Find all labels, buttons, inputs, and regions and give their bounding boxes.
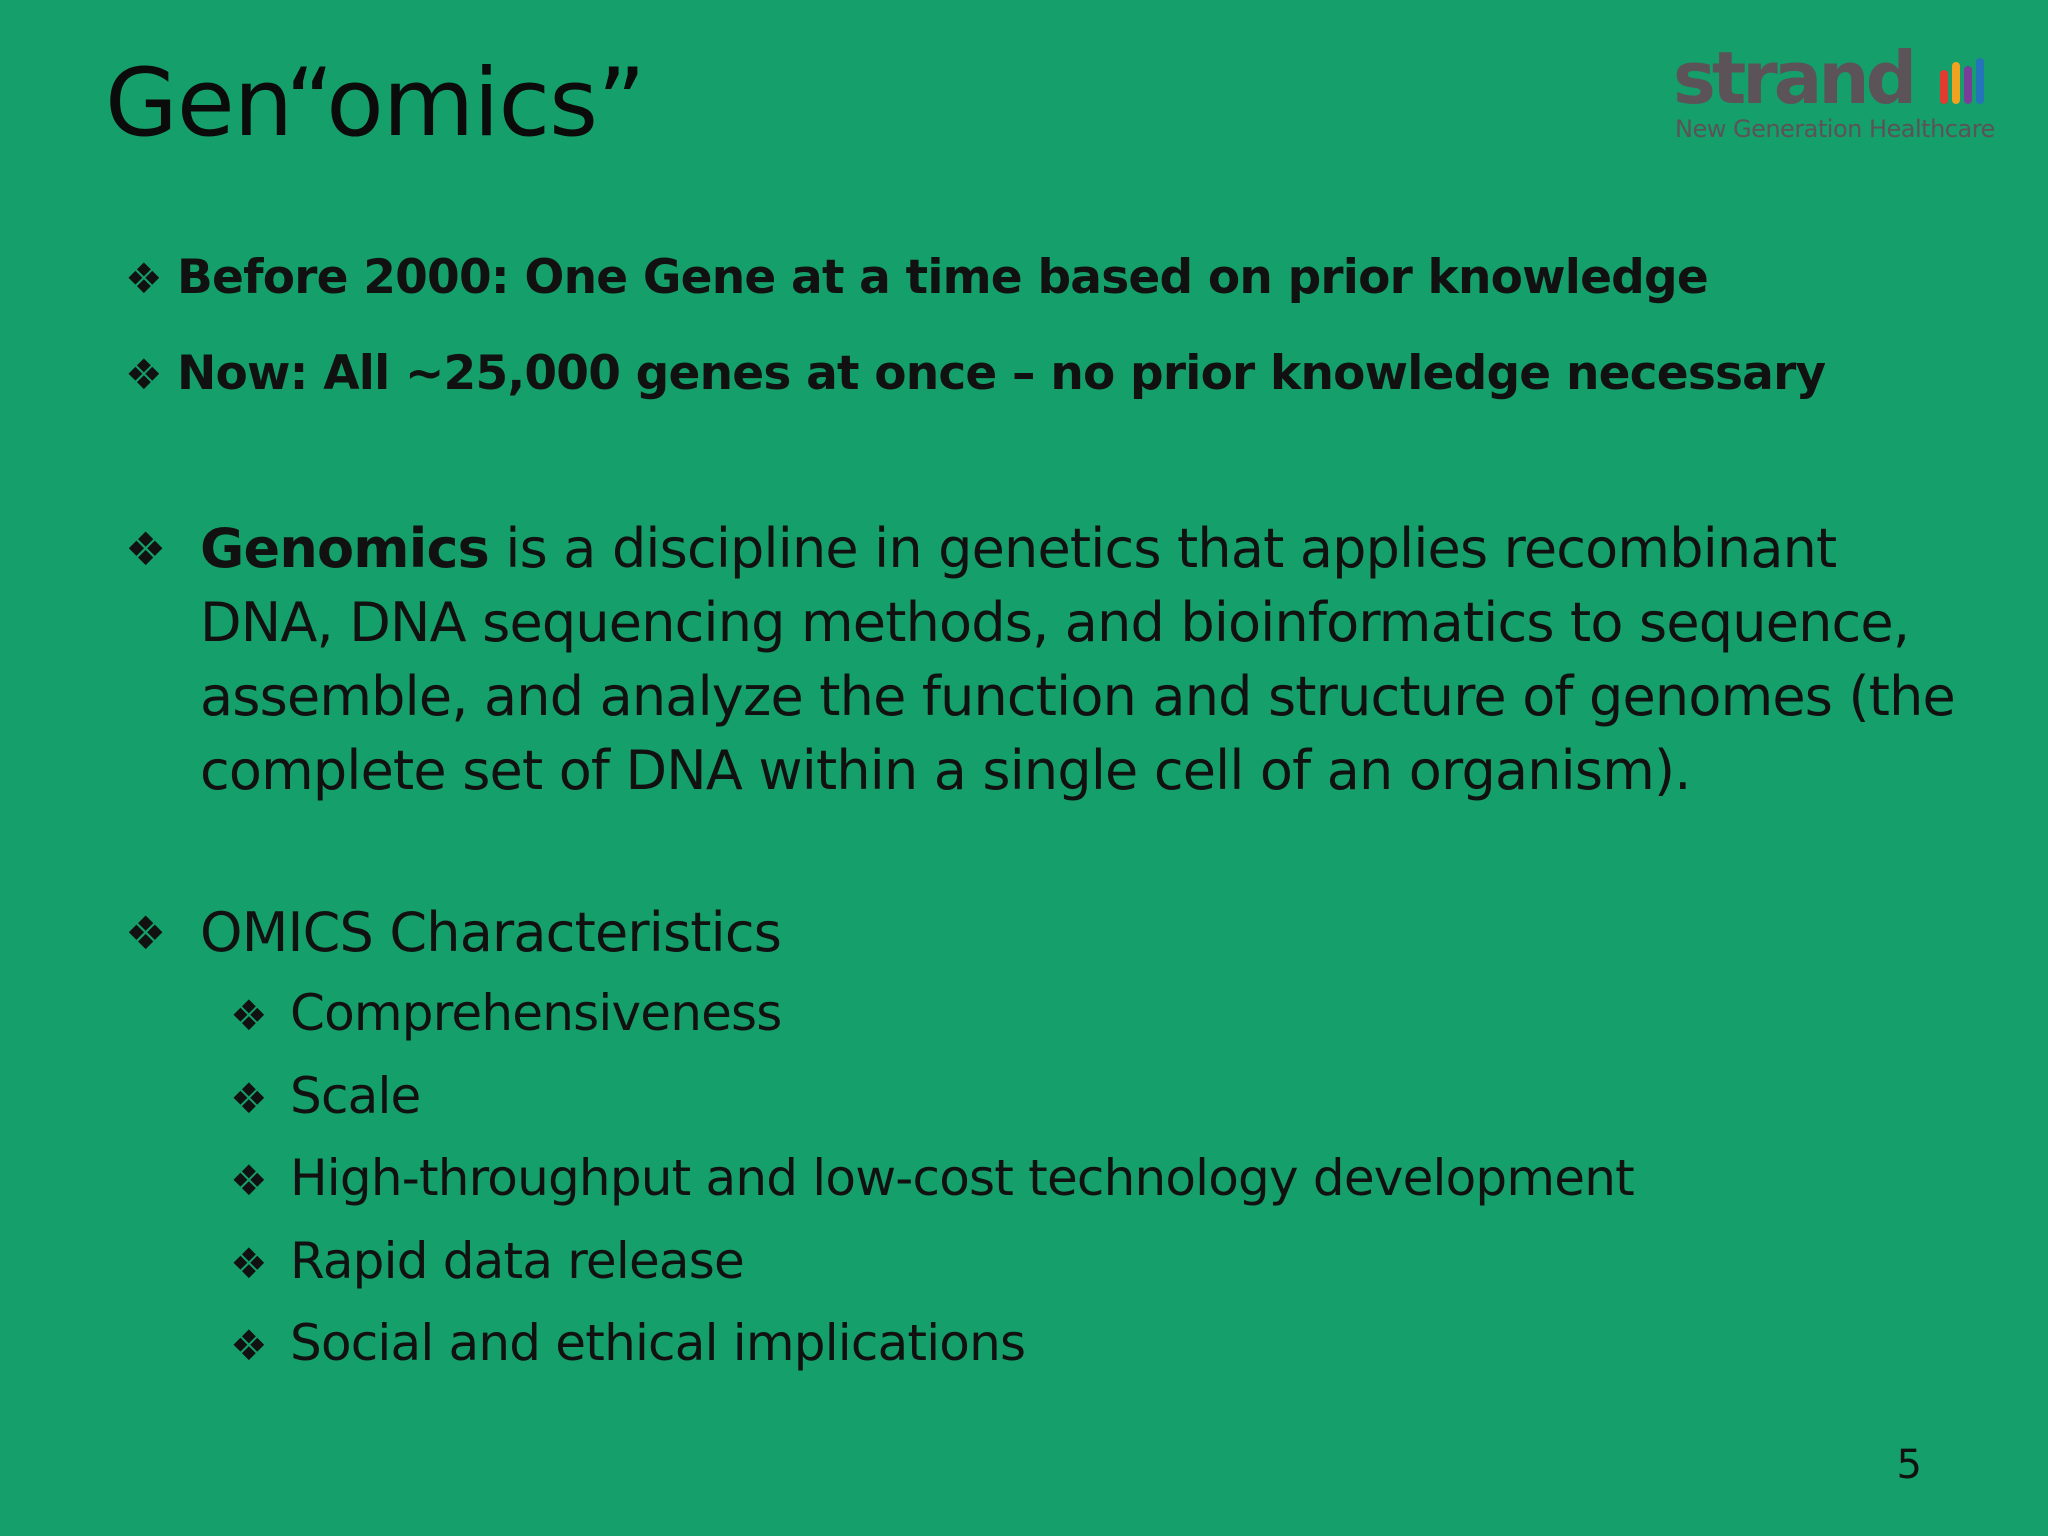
logo-bar-blue [1976,58,1984,104]
list-item [230,1067,1634,1150]
list-item [230,1149,1634,1232]
list-item [230,1314,1634,1397]
diamond-bullet-icon: ❖ [230,1321,267,1370]
diamond-bullet-icon: ❖ [125,254,162,303]
genomics-definition-text [200,512,1985,808]
bullet-text: Before 2000: One Gene at a time based on prior knowledge [177,250,1708,305]
strand-logo [1673,36,1995,152]
diamond-bullet-icon: ❖ [230,1238,267,1288]
logo-bar-red [1940,70,1948,104]
logo-bar-orange [1952,62,1960,104]
bullet-now [125,346,1825,401]
bullet-before-2000 [125,250,1708,305]
list-item [230,1232,1634,1315]
list-item-text: Comprehensiveness [290,984,782,1042]
list-item [230,984,1634,1067]
diamond-bullet-icon: ❖ [125,350,162,399]
omics-characteristics-list [230,984,1634,1397]
slide-title: Gen“omics” [105,49,645,158]
logo-bars-icon [1938,52,1988,107]
diamond-bullet-icon: ❖ [230,1156,267,1205]
logo-wordmark: strand [1673,36,1914,120]
genomics-term: Genomics [200,517,490,580]
page-number: 5 [1896,1442,1922,1488]
bullet-text: Now: All ~25,000 genes at once – no prior knowledge necessary [177,346,1826,401]
list-item-text: Rapid data release [290,1231,744,1290]
logo-tagline: New Generation Healthcare [1675,115,1995,143]
bullet-omics-characteristics [125,896,1985,970]
bullet-genomics-definition [125,512,1985,808]
logo-bar-purple [1964,66,1972,104]
diamond-bullet-icon: ❖ [230,991,267,1040]
list-item-text: Social and ethical implications [290,1314,1026,1372]
list-item-text: Scale [290,1066,421,1125]
diamond-bullet-icon: ❖ [125,906,166,960]
omics-characteristics-label: OMICS Characteristics [200,901,782,964]
list-item-text: High-throughput and low-cost technology development [290,1149,1634,1207]
diamond-bullet-icon: ❖ [230,1073,267,1123]
genomics-definition: is a discipline in genetics that applies recombinant DNA, DNA sequencing methods, and bioinformatics to sequence, assemble, and analyze the function and structure of genomes (the complete set of DNA within a single cell of an organism). [200,517,1955,802]
diamond-bullet-icon: ❖ [125,522,166,576]
